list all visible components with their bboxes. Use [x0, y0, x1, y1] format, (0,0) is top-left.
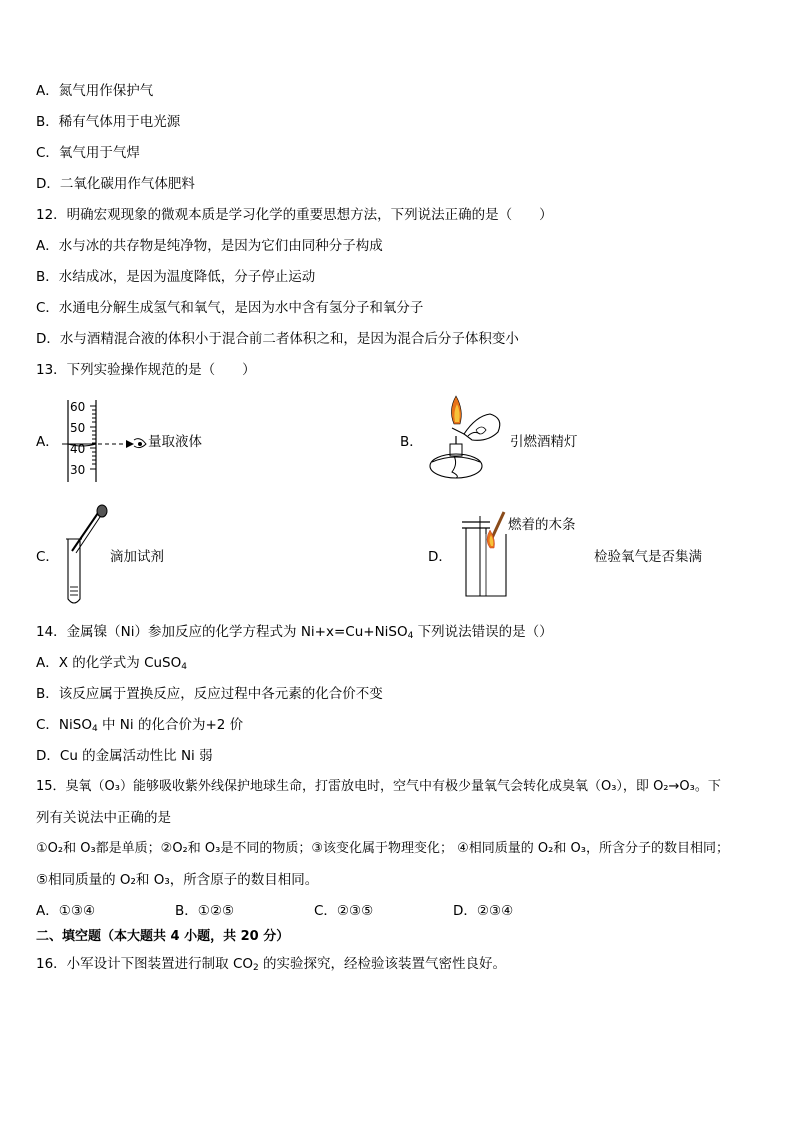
- q11-option-b: B．稀有气体用于电光源: [36, 114, 181, 130]
- q14-option-d: D．Cu 的金属活动性比 Ni 弱: [36, 748, 213, 764]
- q11-option-d: D．二氧化碳用作气体肥料: [36, 176, 195, 192]
- q13-b-letter: B．: [400, 434, 423, 450]
- q12-stem: 12．明确宏观现象的微观本质是学习化学的重要思想方法，下列说法正确的是（ ）: [36, 207, 553, 223]
- dropper-test-tube-figure: [58, 503, 110, 609]
- cylinder-tick-50: 50: [70, 421, 86, 435]
- q15-option-b: B．①②⑤: [175, 903, 235, 919]
- q16-stem: 16．小军设计下图装置进行制取 $CO_2$ 的实验探究，经检验该装置气密性良好。: [36, 956, 507, 973]
- q15-stem-line1: 15．臭氧（O₃）能够吸收紫外线保护地球生命，打雷放电时，空气中有极少量氧气会转化成臭氧（O₃），即 O₂→O₃。下: [36, 779, 721, 794]
- q15-option-d: D．②③④: [453, 903, 514, 919]
- alcohol-lamp-figure: [424, 394, 508, 486]
- q13-b-text: 引燃酒精灯: [510, 434, 578, 450]
- q15-statements-line2: ⑤相同质量的 O₂和 O₃，所含原子的数目相同。: [36, 872, 319, 888]
- q13-a-text: 量取液体: [148, 434, 202, 450]
- section-title: 二、填空题（本大题共 4 小题，共 20 分）: [36, 929, 290, 944]
- q14-stem: 14．金属镍（Ni）参加反应的化学方程式为 Ni+x=Cu+NiSO$_4$ 下列说法错误的是（）: [36, 624, 553, 641]
- q15-option-a: A．①③④: [36, 903, 96, 919]
- q14-option-b: B．该反应属于置换反应，反应过程中各元素的化合价不变: [36, 686, 383, 702]
- q13-d-letter: D．: [428, 549, 452, 565]
- q12-option-a: A．水与冰的共存物是纯净物，是因为它们由同种分子构成: [36, 238, 383, 254]
- q13-stem: 13．下列实验操作规范的是（ ）: [36, 362, 256, 378]
- q13-d-text: 检验氧气是否集满: [594, 549, 702, 565]
- cylinder-tick-30: 30: [70, 463, 86, 477]
- q14-option-c: C．NiSO$_4$ 中 Ni 的化合价为+2 价: [36, 717, 244, 734]
- q12-option-d: D．水与酒精混合液的体积小于混合前二者体积之和，是因为混合后分子体积变小: [36, 331, 519, 347]
- q15-statements-line1: ①O₂和 O₃都是单质；②O₂和 O₃是不同的物质；③该变化属于物理变化； ④相同质量的 O₂和 O₃，所含分子的数目相同；: [36, 841, 729, 856]
- q11-option-c: C．氧气用于气焊: [36, 145, 140, 161]
- q13-d-callout: 燃着的木条: [508, 517, 576, 533]
- q13-a-letter: A．: [36, 434, 59, 450]
- q12-option-b: B．水结成冰，是因为温度降低，分子停止运动: [36, 269, 316, 285]
- cylinder-tick-60: 60: [70, 400, 86, 414]
- q15-option-c: C．②③⑤: [314, 903, 374, 919]
- cylinder-tick-40: 40: [70, 442, 86, 456]
- q13-c-text: 滴加试剂: [110, 549, 164, 565]
- q11-option-a: A．氮气用作保护气: [36, 83, 154, 99]
- q12-option-c: C．水通电分解生成氢气和氧气，是因为水中含有氢分子和氧分子: [36, 300, 424, 316]
- q14-option-a: A．X 的化学式为 CuSO$_4$: [36, 655, 187, 672]
- q15-stem-line2: 列有关说法中正确的是: [36, 810, 171, 826]
- q13-c-letter: C．: [36, 549, 59, 565]
